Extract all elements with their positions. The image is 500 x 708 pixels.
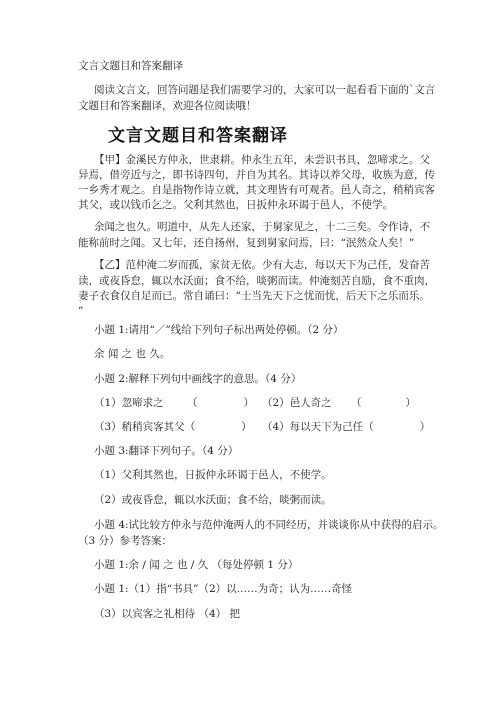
passage-jia-line-4: 其父，或以钱币乞之。父利其然也，日扳仲永环谒于邑人，不使学。 (78, 199, 393, 211)
question-4-line-2: （3 分）参考答案： (78, 535, 173, 547)
passage-yi-line-1: 【乙】范仲淹二岁而孤，家贫无依。少有大志，每以天下为己任，发奋苦 (94, 259, 430, 271)
passage-jia-line-3: 一乡秀才观之。自是指物作诗立就，其文理皆有可观者。邑人奇之，稍稍宾客 (78, 184, 435, 196)
page-header: 文言文题目和答案翻译 (78, 60, 183, 72)
answer-2: 小题 1:（1）指“书具”（2）以……为奇；认为……奇怪 (94, 583, 353, 595)
passage-jia2-line-2: 能称前时之闻。又七年，还自扬州，复到舅家问焉，曰：“泯然众人矣！” (78, 237, 415, 249)
answer-1: 小题 1:余 / 闻 之 也 / 久 （每处停顿 1 分） (94, 559, 299, 571)
document-title: 文言文题目和答案翻译 (108, 126, 288, 146)
answer-3: （3）以宾客之礼相待 （4） 把 (94, 608, 241, 620)
intro-line-2: 文题目和答案翻译，欢迎各位阅读哦！ (78, 100, 257, 112)
question-2: 小题 2:解释下列句中画线字的意思。（4 分） (94, 373, 302, 385)
question-2-item-2: （2）邑人奇之 （ ） (262, 397, 417, 409)
passage-yi-line-2: 读，或夜昏怠，辄以水沃面；食不给，啖粥而读。仲淹刻苦自励，食不重肉， (78, 275, 435, 287)
question-1: 小题 1:请用“／”线给下列句子标出两处停顿。（2 分） (94, 324, 344, 336)
question-3-item-1: （1）父利其然也，日扳仲永环谒于邑人，不使学。 (94, 469, 332, 481)
question-2-item-1: （1）忽啼求之 （ ） (94, 397, 255, 409)
passage-yi-line-4: ” (78, 305, 84, 317)
question-4-line-1: 小题 4:试比较方仲永与范仲淹两人的不同经历，并谈谈你从中获得的启示。 (94, 519, 444, 531)
question-3-item-2: （2）或夜昏怠，辄以水沃面；食不给，啖粥而读。 (94, 494, 332, 506)
passage-yi-line-3: 妻子衣食仅自足而已。常自诵曰：“士当先天下之忧而忧，后天下之乐而乐。 (78, 290, 430, 302)
question-1-sentence: 余 闻 之 也 久。 (94, 348, 171, 360)
question-3: 小题 3:翻译下列句子。（4 分） (94, 445, 239, 457)
passage-jia-line-1: 【甲】金溪民方仲永，世隶耕。仲永生五年，未尝识书具，忽啼求之。父 (94, 154, 430, 166)
passage-jia2-line-1: 余闻之也久。明道中，从先人还家，于舅家见之，十二三矣。令作诗，不 (94, 221, 430, 233)
passage-jia-line-2: 异焉，借旁近与之，即书诗四句，并自为其名。其诗以养父母，收族为意，传 (78, 169, 435, 181)
question-2-item-4: （4）每以天下为己任（ ） (262, 421, 431, 433)
intro-line-1: 阅读文言文，回答问题是我们需要学习的，大家可以一起看看下面的`文言 (94, 84, 436, 96)
question-2-item-3: （3）稍稍宾客其父（ ） (94, 421, 252, 433)
